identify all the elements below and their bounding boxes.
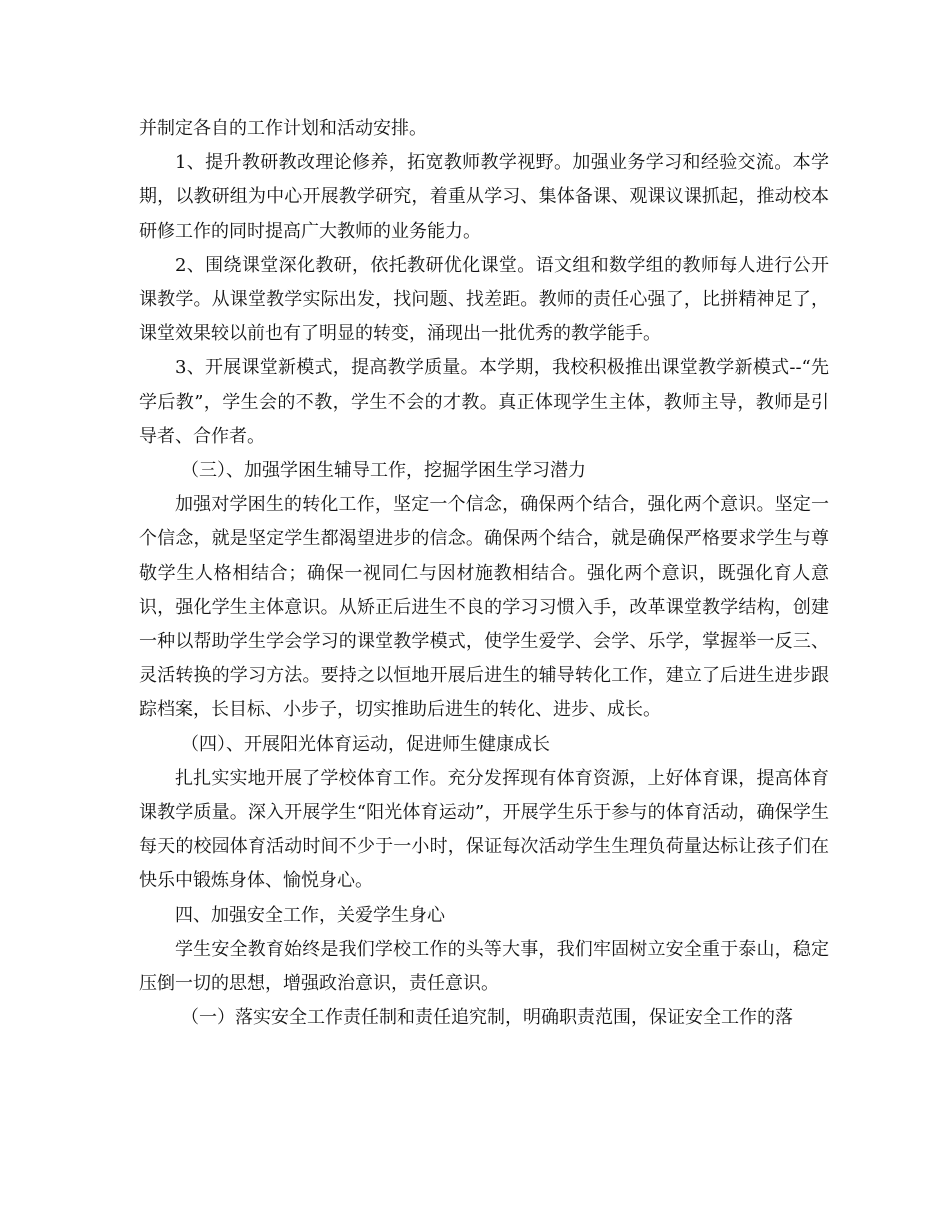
paragraph-safety-responsibility: （一）落实安全工作责任制和责任追究制，明确职责范围，保证安全工作的落 xyxy=(181,1007,793,1029)
section-heading-3: （三）、加强学困生辅导工作，挖掘学困生学习潜力 xyxy=(181,460,586,482)
section-heading-safety: 四、加强安全工作，关爱学生身心 xyxy=(175,904,445,926)
section-heading-4: （四）、开展阳光体育运动，促进师生健康成长 xyxy=(181,733,550,755)
paragraph-continuation: 并制定各自的工作计划和活动安排。 xyxy=(139,118,427,139)
paragraph-item-2: 2、围绕课堂深化教研，依托教研优化课堂。语文组和数学组的教师每人进行公开课教学。从课堂教学实际出发，找问题、找差距。教师的责任心强了，比拼精神足了，课堂效果较以前也有了明显的转变，涌现出一批优秀的教学能手。 xyxy=(139,254,829,345)
paragraph-safety: 学生安全教育始终是我们学校工作的头等大事，我们牢固树立安全重于泰山，稳定压倒一切的思想，增强政治意识，责任意识。 xyxy=(139,938,829,995)
paragraph-struggling-students: 加强对学困生的转化工作，坚定一个信念，确保两个结合，强化两个意识。坚定一个信念，就是坚定学生都渴望进步的信念。确保两个结合，就是确保严格要求学生与尊敬学生人格相结合；确保一视同仁与因材施教相结合。强化两个意识，既强化育人意识，强化学生主体意识。从矫正后进生不良的学习习惯入手，改革课堂教学结构，创建一种以帮助学生学会学习的课堂教学模式，使学生爱学、会学、乐学，掌握举一反三、灵活转换的学习方法。要持之以恒地开展后进生的辅导转化工作，建立了后进生进步跟踪档案，长目标、小步子，切实推助后进生的转化、进步、成长。 xyxy=(139,494,829,721)
paragraph-item-1: 1、提升教研教改理论修养，拓宽教师教学视野。加强业务学习和经验交流。本学期，以教研组为中心开展教学研究，着重从学习、集体备课、观课议课抓起，推动校本研修工作的同时提高广大教师的业务能力。 xyxy=(139,152,829,242)
paragraph-item-3: 3、开展课堂新模式，提高教学质量。本学期，我校积极推出课堂教学新模式--“先学后教”，学生会的不教，学生不会的才教。真正体现学生主体，教师主导，教师是引导者、合作者。 xyxy=(139,357,829,447)
document-body xyxy=(139,112,829,1035)
paragraph-sports: 扎扎实实地开展了学校体育工作。充分发挥现有体育资源，上好体育课，提高体育课教学质量。深入开展学生“阳光体育运动”，开展学生乐于参与的体育活动，确保学生每天的校园体育活动时间不少于一小时，保证每次活动学生生理负荷量达标让孩子们在快乐中锻炼身体、愉悦身心。 xyxy=(139,767,829,892)
